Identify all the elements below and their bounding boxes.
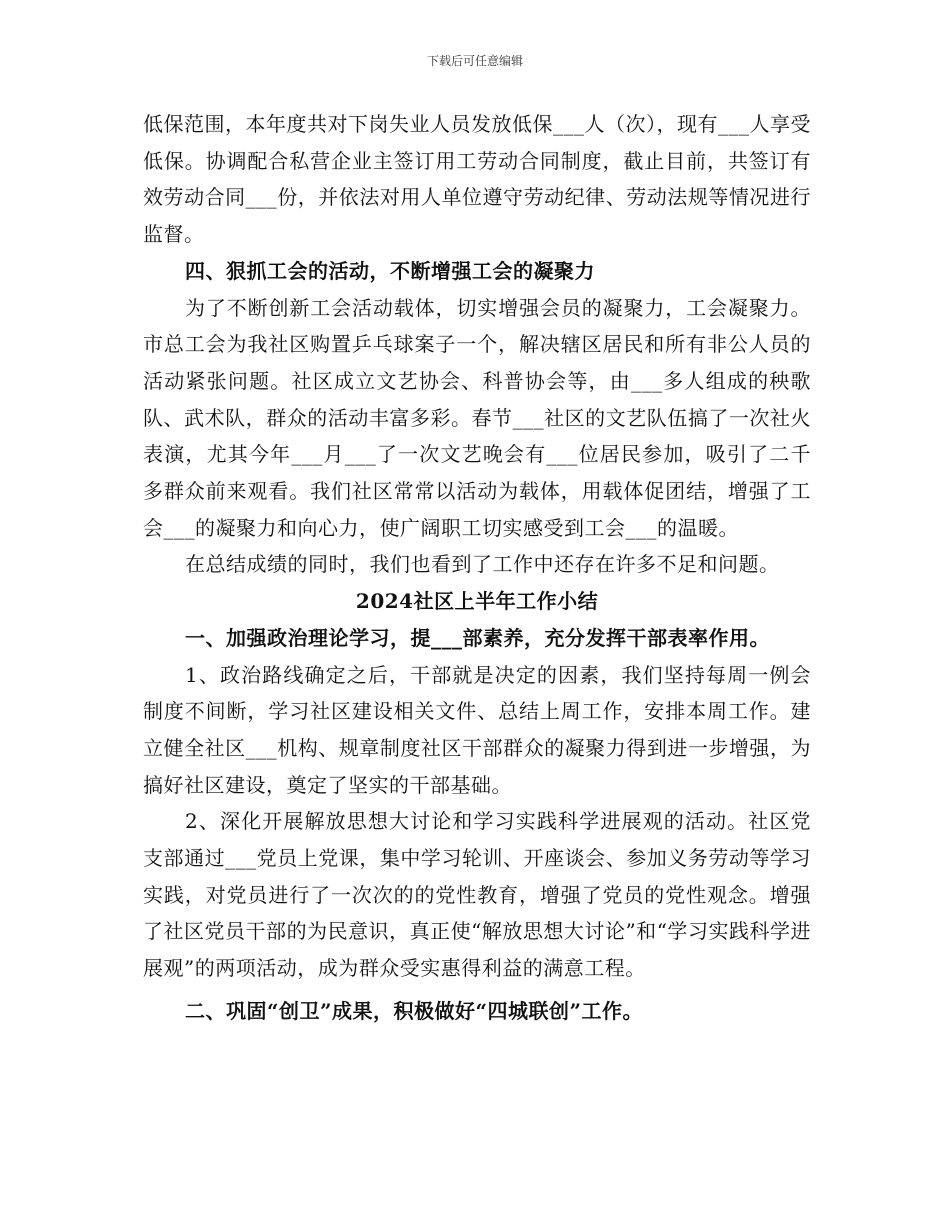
- paragraph-discussion: 2、深化开展解放思想大讨论和学习实践科学进展观的活动。社区党支部通过___党员上党课，集中学习轮训、开座谈会、参加义务劳动等学习实践，对党员进行了一次次的的党性教育，增强了党员的党性观念。增强了社区党员干部的为民意识，真正使“解放思想大讨论”和“学习实践科学进展观”的两项活动，成为群众受实惠得利益的满意工程。: [143, 809, 811, 981]
- heading-sanitation: 二、巩固“创卫”成果，积极做好“四城联创”工作。: [185, 998, 644, 1023]
- page-header: 下载后可任意编辑: [426, 54, 523, 68]
- paragraph-shortcomings: 在总结成绩的同时，我们也看到了工作中还存在许多不足和问题。: [185, 552, 780, 577]
- paragraph-union: 为了不断创新工会活动载体，切实增强会员的凝聚力，工会凝聚力。市总工会为我社区购置乒乓球案子一个，解决辖区居民和所有非公人员的活动紧张问题。社区成立文艺协会、科普协会等，由___多人组成的秧歌队、武术队，群众的活动丰富多彩。春节___社区的文艺队伍搞了一次社火表演，尤其今年___月___了一次文艺晚会有___位居民参加，吸引了二千多群众前来观看。我们社区常常以活动为载体，用载体促团结，增强了工会___的凝聚力和向心力，使广阔职工切实感受到工会___的温暖。: [143, 295, 811, 540]
- heading-union-activities: 四、狠抓工会的活动，不断增强工会的凝聚力: [185, 258, 595, 283]
- heading-political-study: 一、加强政治理论学习，提___部素养，充分发挥干部表率作用。: [185, 625, 770, 650]
- document-body: [143, 106, 811, 1030]
- document-title: 2024社区上半年工作小结: [355, 589, 599, 614]
- paragraph-cadre: 1、政治路线确定之后，干部就是决定的因素，我们坚持每周一例会制度不间断，学习社区建设相关文件、总结上周工作，安排本周工作。建立健全社区___机构、规章制度社区干部群众的凝聚力得到进一步增强，为搞好社区建设，奠定了坚实的干部基础。: [143, 662, 811, 797]
- paragraph-low-income: 低保范围，本年度共对下岗失业人员发放低保___人（次），现有___人享受低保。协调配合私营企业主签订用工劳动合同制度，截止目前，共签订有效劳动合同___份，并依法对用人单位遵守劳动纪律、劳动法规等情况进行监督。: [143, 112, 811, 247]
